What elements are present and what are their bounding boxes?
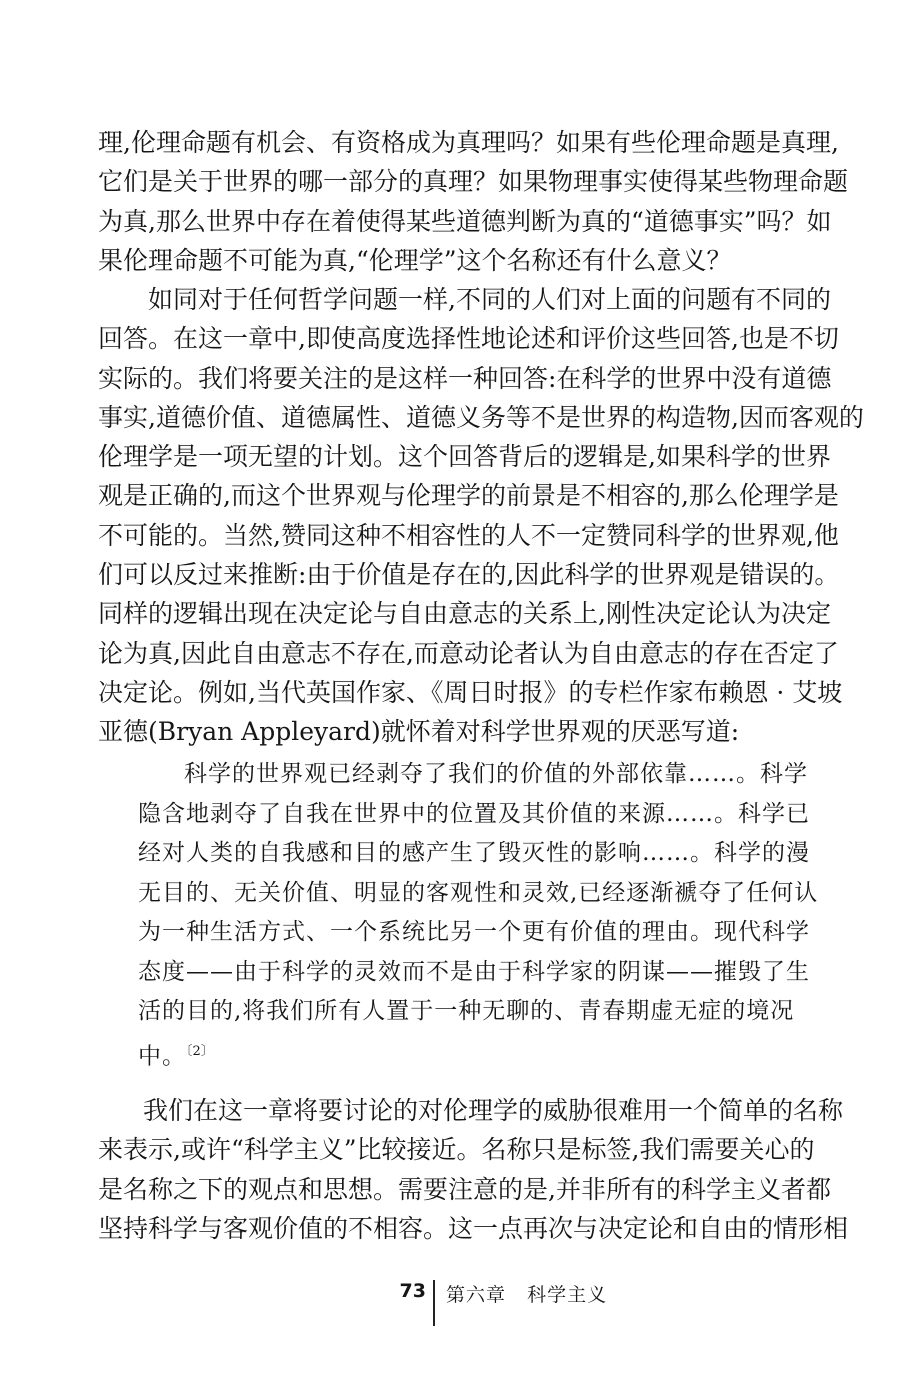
text-line: 如同对于任何哲学问题一样,不同的人们对上面的问题有不同的: [148, 285, 831, 314]
quote-line: 科学的世界观已经剥夺了我们的价值的外部依靠……。科学: [184, 761, 808, 787]
text-line: 实际的。我们将要关注的是这样一种回答:在科学的世界中没有道德: [98, 363, 832, 393]
paragraph-2: [98, 280, 864, 752]
footnote-marker: 〔2〕: [186, 1043, 214, 1059]
page-footer: [0, 1280, 900, 1340]
text-line: 论为真,因此自由意志不存在,而意动论者认为自由意志的存在否定了: [98, 638, 839, 668]
page-number: 73: [399, 1280, 426, 1302]
quote-line: 无目的、无关价值、明显的客观性和灵效,已经逐渐褫夺了任何认: [138, 879, 819, 906]
quote-line-last: [138, 1032, 770, 1077]
block-quote: [138, 755, 819, 1077]
text-line: 为真,那么世界中存在着使得某些道德判断为真的“道德事实”吗？如: [98, 206, 832, 236]
chapter-title: 第六章 科学主义: [446, 1284, 608, 1306]
text-line: 们可以反过来推断:由于价值是存在的,因此科学的世界观是错误的。: [98, 560, 840, 590]
paragraph-1: [98, 123, 849, 280]
text-line: 事实,道德价值、道德属性、道德义务等不是世界的构造物,因而客观的: [98, 402, 864, 432]
quote-line: 活的目的,将我们所有人置于一种无聊的、青春期虚无症的境况: [138, 998, 795, 1024]
text-line: 亚德(Bryan Appleyard)就怀着对科学世界观的厌恶写道:: [98, 717, 740, 747]
text-line: 它们是关于世界的哪一部分的真理？如果物理事实使得某些物理命题: [98, 167, 849, 197]
text-line: 观是正确的,而这个世界观与伦理学的前景是不相容的,那么伦理学是: [98, 481, 839, 511]
text-line: 是名称之下的观点和思想。需要注意的是,并非所有的科学主义者都: [98, 1174, 831, 1204]
text-line: 坚持科学与客观价值的不相容。这一点再次与决定论和自由的情形相: [98, 1213, 849, 1243]
quote-line-text: 中。: [138, 1043, 186, 1070]
text-line: 我们在这一章将要讨论的对伦理学的威胁很难用一个简单的名称: [143, 1096, 844, 1125]
quote-line: 为一种生活方式、一个系统比另一个更有价值的理由。现代科学: [138, 919, 810, 945]
text-line: 来表示,或许“科学主义”比较接近。名称只是标签,我们需要关心的: [98, 1135, 815, 1165]
text-line: 回答。在这一章中,即使高度选择性地论述和评价这些回答,也是不切: [98, 324, 839, 354]
quote-line: 态度——由于科学的灵效而不是由于科学家的阴谋——摧毁了生: [138, 958, 810, 985]
text-line: 伦理学是一项无望的计划。这个回答背后的逻辑是,如果科学的世界: [98, 442, 831, 472]
quote-line: 经对人类的自我感和目的感产生了毁灭性的影响……。科学的漫: [138, 840, 810, 866]
text-line: 同样的逻辑出现在决定论与自由意志的关系上,刚性决定论认为决定: [98, 599, 831, 629]
quote-line: 隐含地剥夺了自我在世界中的位置及其价值的来源……。科学已: [138, 800, 810, 827]
text-line: 决定论。例如,当代英国作家、《周日时报》的专栏作家布赖恩 · 艾坡: [98, 677, 843, 707]
footer-divider: [433, 1280, 435, 1326]
paragraph-3: [98, 1091, 849, 1248]
text-line: 不可能的。当然,赞同这种不相容性的人不一定赞同科学的世界观,他: [98, 520, 839, 550]
text-line: 理,伦理命题有机会、有资格成为真理吗？如果有些伦理命题是真理,: [98, 128, 839, 157]
text-line: 果伦理命题不可能为真,“伦理学”这个名称还有什么意义？: [98, 245, 732, 275]
